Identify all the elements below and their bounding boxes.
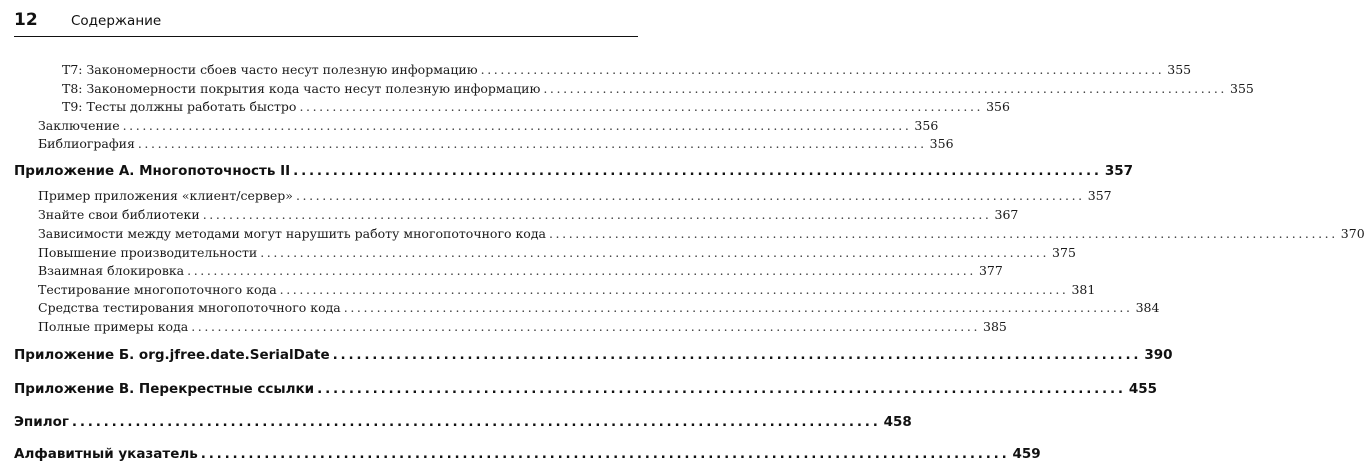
toc-chapter-appendix-a[interactable] (14, 163, 1134, 179)
toc-entry-page: 381 (1071, 282, 1096, 297)
toc-entry-conclusion[interactable] (38, 118, 939, 133)
toc-chapter-index[interactable] (14, 446, 1041, 462)
toc-entry-title: Полные примеры кода (38, 319, 189, 334)
toc-chapter-title: Приложение Б. org.jfree.date.SerialDate (14, 347, 330, 363)
toc-chapter-appendix-v[interactable] (14, 381, 1158, 397)
dot-leader: ........................................................................................................................ (122, 118, 912, 133)
toc-entry-title: Повышение производительности (38, 245, 258, 260)
dot-leader: ........................................................................................................................ (279, 282, 1069, 297)
toc-chapter-title: Алфавитный указатель (14, 446, 198, 462)
toc-entry-page: 356 (914, 118, 939, 133)
toc-entry-libraries[interactable] (38, 207, 1019, 222)
toc-entry-page: 356 (929, 136, 954, 151)
dot-leader: ...................................................................................................... (71, 414, 881, 430)
toc-entry-title: Пример приложения «клиент/сервер» (38, 188, 293, 203)
toc-entry-title: T8: Закономерности покрытия кода часто несут полезную информацию (62, 81, 541, 96)
toc-entry-page: 367 (994, 207, 1019, 222)
dot-leader: ........................................................................................................................ (202, 207, 992, 222)
toc-entry-title: Зависимости между методами могут нарушить работу многопоточного кода (38, 226, 546, 241)
toc-entry-page: 375 (1052, 245, 1076, 260)
toc-chapter-title: Эпилог (14, 414, 69, 430)
toc-entry-title: Взаимная блокировка (38, 263, 185, 278)
running-title: Содержание (71, 13, 162, 29)
page-number: 12 (14, 10, 38, 30)
toc-entry-title: Заключение (38, 118, 120, 133)
toc-entry-bibliography[interactable] (38, 136, 954, 151)
toc-entry-testing-tools[interactable] (38, 300, 1160, 315)
toc-entry-page: 377 (978, 263, 1003, 278)
toc-entry-t7[interactable] (62, 62, 1192, 77)
toc-entry-title: Средства тестирования многопоточного кода (38, 300, 341, 315)
toc-entry-title: Знайте свои библиотеки (38, 207, 200, 222)
dot-leader: ........................................................................................................................ (548, 226, 1338, 241)
toc-entry-dependencies[interactable] (38, 226, 1365, 241)
toc-entry-t8[interactable] (62, 81, 1254, 96)
dot-leader: ...................................................................................................... (332, 347, 1142, 363)
toc-entry-page: 355 (1167, 62, 1192, 77)
toc-chapter-title: Приложение В. Перекрестные ссылки (14, 381, 315, 397)
toc-chapter-appendix-b[interactable] (14, 347, 1173, 363)
toc-entry-page: 357 (1087, 188, 1112, 203)
toc-entry-page: 385 (983, 319, 1007, 334)
toc-chapter-page: 390 (1144, 347, 1173, 363)
dot-leader: ........................................................................................................ (299, 99, 984, 114)
toc-chapter-epilogue[interactable] (14, 414, 912, 430)
dot-leader: ...................................................................................................... (293, 163, 1102, 179)
toc-chapter-page: 458 (883, 414, 912, 430)
toc-chapter-page: 459 (1012, 446, 1041, 462)
dot-leader: ...................................................................................................... (200, 446, 1010, 462)
toc-entry-title: T7: Закономерности сбоев часто несут полезную информацию (62, 62, 478, 77)
toc-entry-title: Тестирование многопоточного кода (38, 282, 277, 297)
toc-entry-title: Библиография (38, 136, 135, 151)
toc-entry-client-server[interactable] (38, 188, 1112, 203)
toc-chapter-title: Приложение А. Многопоточность II (14, 163, 291, 179)
toc-entry-page: 384 (1135, 300, 1160, 315)
dot-leader: ........................................................................................................ (480, 62, 1165, 77)
toc-entry-page: 356 (986, 99, 1010, 114)
toc-entry-deadlock[interactable] (38, 263, 1003, 278)
toc-entry-page: 355 (1230, 81, 1254, 96)
dot-leader: ........................................................................................................................ (295, 188, 1085, 203)
toc-entry-testing[interactable] (38, 282, 1096, 297)
dot-leader: ...................................................................................................... (317, 381, 1126, 397)
dot-leader: ........................................................................................................................ (343, 300, 1133, 315)
dot-leader: ........................................................................................................................ (191, 319, 981, 334)
toc-entry-title: T9: Тесты должны работать быстро (62, 99, 297, 114)
toc-entry-t9[interactable] (62, 99, 1010, 114)
dot-leader: ........................................................................................................................ (260, 245, 1050, 260)
toc-entry-performance[interactable] (38, 245, 1076, 260)
dot-leader: ........................................................................................................................ (137, 136, 927, 151)
toc-entry-code-examples[interactable] (38, 319, 1007, 334)
toc-chapter-page: 455 (1128, 381, 1158, 397)
dot-leader: ........................................................................................................................ (187, 263, 976, 278)
dot-leader: ........................................................................................................ (543, 81, 1227, 96)
toc-entry-page: 370 (1340, 226, 1365, 241)
toc-chapter-page: 357 (1104, 163, 1134, 179)
